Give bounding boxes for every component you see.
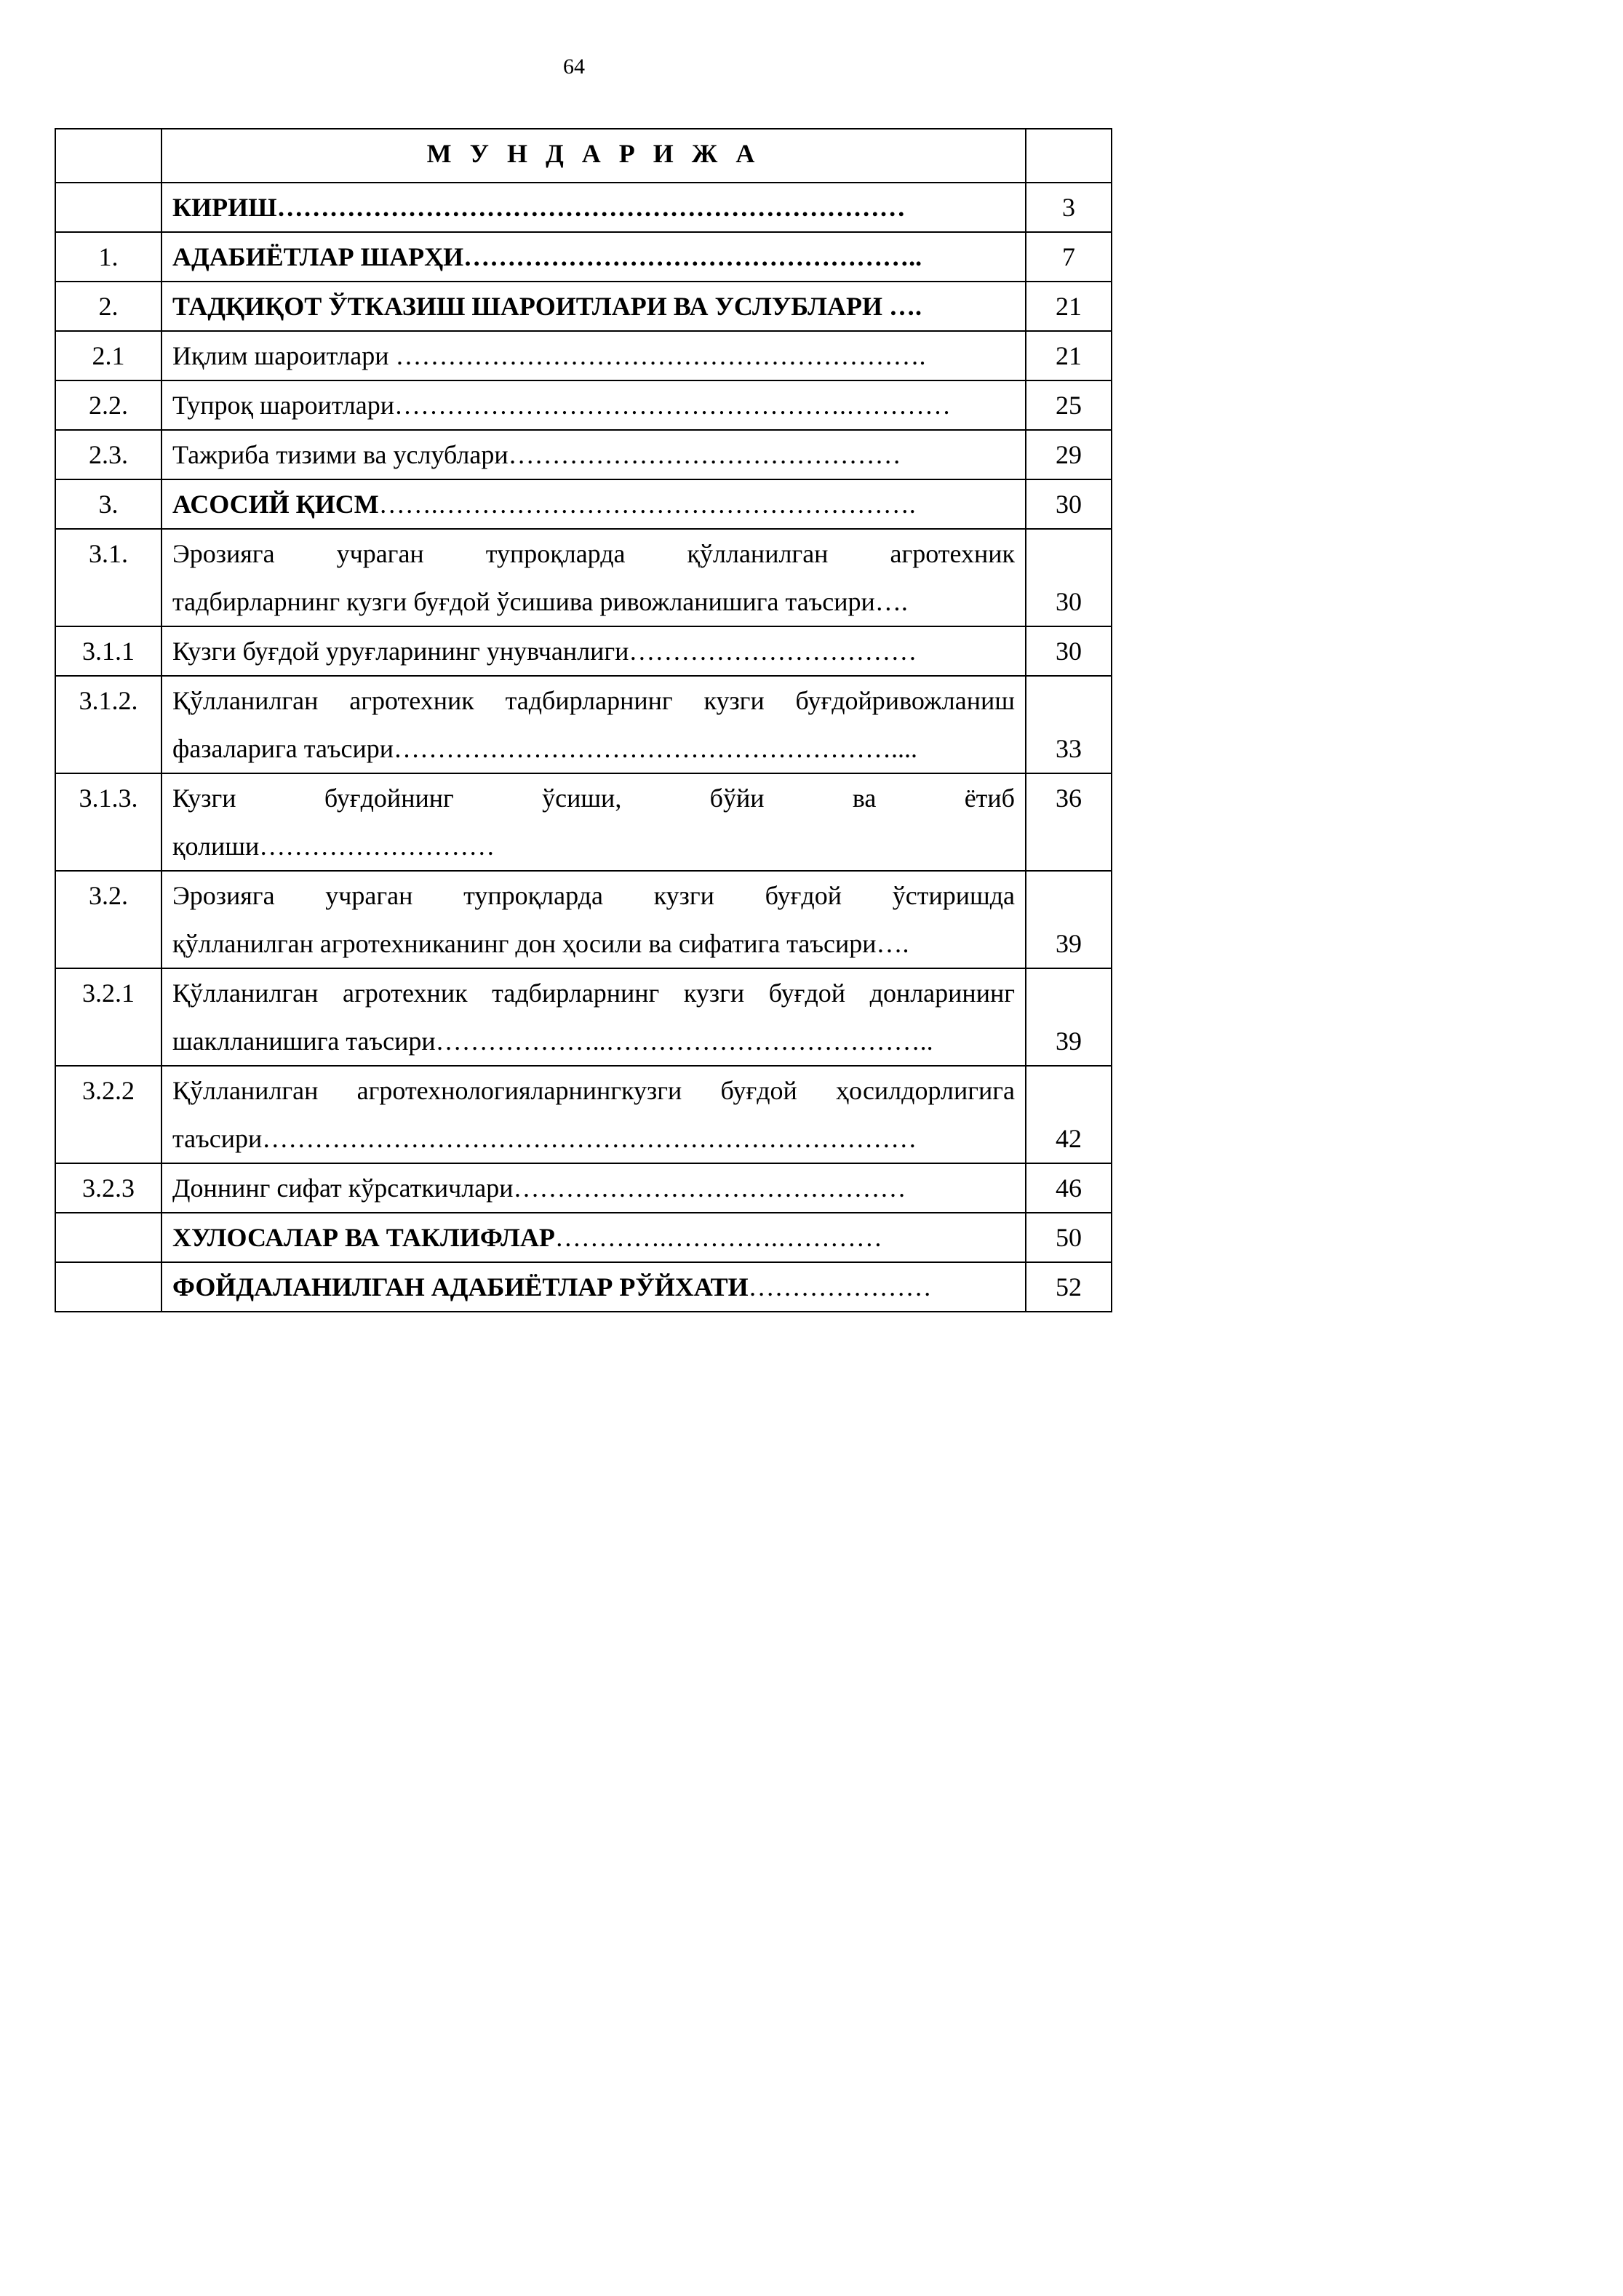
section-number: 3. — [55, 479, 161, 529]
section-title-bold: ХУЛОСАЛАР ВА ТАКЛИФЛАР — [172, 1223, 555, 1252]
section-title-line-1: Қўлланилган агротехнологияларнингкузги буғдой ҳосилдорлигига — [172, 1076, 1015, 1105]
page-ref: 30 — [1026, 529, 1112, 626]
section-number: 3.2. — [55, 871, 161, 968]
section-title-line-1: Қўлланилган агротехник тадбирларнинг кузги буғдой донларининг — [172, 978, 1015, 1008]
toc-title: М У Н Д А Р И Ж А — [161, 129, 1026, 183]
toc-row — [55, 529, 1112, 626]
section-title-line-2: қолиши……………………… — [172, 832, 495, 861]
page-ref: 25 — [1026, 380, 1112, 430]
section-number: 3.2.1 — [55, 968, 161, 1066]
section-number: 3.2.3 — [55, 1163, 161, 1213]
section-title-line-2: тадбирларнинг кузги буғдой ўсишива ривожланишига таъсири…. — [172, 587, 908, 616]
page-ref: 39 — [1026, 871, 1112, 968]
section-title: ТАДҚИҚОТ ЎТКАЗИШ ШАРОИТЛАРИ ВА УСЛУБЛАРИ …. — [161, 282, 1026, 331]
section-number — [55, 1262, 161, 1312]
page-ref: 3 — [1026, 183, 1112, 232]
page-ref: 52 — [1026, 1262, 1112, 1312]
page-ref: 33 — [1026, 676, 1112, 773]
section-number: 2.1 — [55, 331, 161, 380]
toc-row — [55, 331, 1112, 380]
section-number: 3.1. — [55, 529, 161, 626]
page-ref: 50 — [1026, 1213, 1112, 1262]
section-title-leader: ………………… — [748, 1272, 932, 1302]
toc-row — [55, 871, 1112, 968]
section-title-bold: ФОЙДАЛАНИЛГАН АДАБИЁТЛАР РЎЙХАТИ — [172, 1272, 749, 1302]
section-title: Иқлим шароитлари ……………………………………………………. — [161, 331, 1026, 380]
section-number — [55, 1213, 161, 1262]
page-ref: 42 — [1026, 1066, 1112, 1163]
section-title-bold: АСОСИЙ ҚИСМ — [172, 490, 379, 519]
section-number: 3.1.3. — [55, 773, 161, 871]
page-ref: 30 — [1026, 626, 1112, 676]
section-number: 3.1.2. — [55, 676, 161, 773]
section-number: 3.1.1 — [55, 626, 161, 676]
section-title — [161, 1262, 1026, 1312]
section-title-line-2: шаклланишига таъсири………………..……………………………….. — [172, 1027, 933, 1056]
section-title — [161, 676, 1026, 773]
section-title-line-1: Эрозияга учраган тупроқларда кузги буғдой ўстиришда — [172, 881, 1015, 910]
section-title — [161, 773, 1026, 871]
page-ref: 46 — [1026, 1163, 1112, 1213]
section-title-line-2: таъсири………………………………………………………………… — [172, 1124, 917, 1153]
toc-row — [55, 479, 1112, 529]
section-title — [161, 1213, 1026, 1262]
toc-row — [55, 1262, 1112, 1312]
section-title-line-2: фазаларига таъсири………………………………………………….... — [172, 734, 918, 763]
section-number — [55, 183, 161, 232]
toc-row — [55, 773, 1112, 871]
section-title: Тупроқ шароитлари…………………………………………….………… — [161, 380, 1026, 430]
section-title: КИРИШ……………………………………………………………… — [161, 183, 1026, 232]
toc-title-row — [55, 129, 1112, 183]
page-ref: 39 — [1026, 968, 1112, 1066]
section-title — [161, 968, 1026, 1066]
section-title-leader: …….………………………………………………. — [378, 490, 916, 519]
empty-cell — [55, 129, 161, 183]
section-title: Доннинг сифат кўрсаткичлари……………………………………… — [161, 1163, 1026, 1213]
section-number: 3.2.2 — [55, 1066, 161, 1163]
section-title: Кузги буғдой уруғларининг унувчанлиги…………………………… — [161, 626, 1026, 676]
section-number: 2.3. — [55, 430, 161, 479]
section-title — [161, 479, 1026, 529]
toc-row — [55, 232, 1112, 282]
section-title: АДАБИЁТЛАР ШАРҲИ…………………………………………….. — [161, 232, 1026, 282]
page-ref: 21 — [1026, 282, 1112, 331]
section-number: 2. — [55, 282, 161, 331]
section-title — [161, 871, 1026, 968]
section-title-line-1: Қўлланилган агротехник тадбирларнинг кузги буғдойривожланиш — [172, 686, 1015, 715]
toc-row — [55, 968, 1112, 1066]
toc-row — [55, 1163, 1112, 1213]
toc-row — [55, 380, 1112, 430]
empty-cell — [1026, 129, 1112, 183]
table-of-contents — [55, 128, 1112, 1312]
toc-row — [55, 430, 1112, 479]
toc-row — [55, 282, 1112, 331]
section-title — [161, 1066, 1026, 1163]
toc-row — [55, 183, 1112, 232]
toc-row — [55, 1213, 1112, 1262]
section-title — [161, 529, 1026, 626]
section-number: 2.2. — [55, 380, 161, 430]
page-number: 64 — [563, 55, 585, 79]
toc-row — [55, 626, 1112, 676]
section-title-line-1: Эрозияга учраган тупроқларда қўлланилган агротехник — [172, 539, 1015, 568]
page-ref: 29 — [1026, 430, 1112, 479]
section-title-line-2: қўлланилган агротехниканинг дон ҳосили ва сифатига таъсири…. — [172, 929, 909, 958]
section-number: 1. — [55, 232, 161, 282]
section-title-line-1: Кузги буғдойнинг ўсиши, бўйи ва ётиб — [172, 784, 1015, 813]
toc-row — [55, 1066, 1112, 1163]
page-ref: 7 — [1026, 232, 1112, 282]
page-ref: 36 — [1026, 773, 1112, 871]
page-ref: 30 — [1026, 479, 1112, 529]
section-title: Тажриба тизими ва услублари……………………………………… — [161, 430, 1026, 479]
section-title-leader: ………….………….………… — [554, 1223, 882, 1252]
page-ref: 21 — [1026, 331, 1112, 380]
toc-row — [55, 676, 1112, 773]
